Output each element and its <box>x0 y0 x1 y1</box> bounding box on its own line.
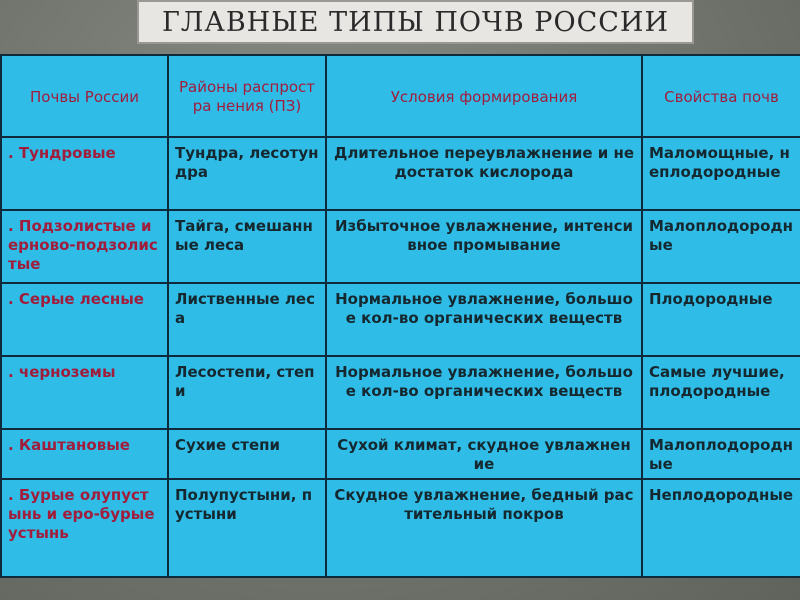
soil-region: Сухие степи <box>168 429 326 479</box>
soil-region: Лесостепи, степи <box>168 356 326 429</box>
header-properties: Свойства почв <box>642 55 800 137</box>
soil-region: Тайга, смешанные леса <box>168 210 326 283</box>
table-header-row <box>1 55 800 137</box>
soil-properties: Плодородные <box>642 283 800 356</box>
soil-name: . Бурые олупустынь и еро-бурые устынь <box>1 479 168 577</box>
soil-properties: Самые лучшие, плодородные <box>642 356 800 429</box>
soil-conditions: Длительное переувлажнение и недостаток кислорода <box>326 137 642 210</box>
soil-name: . Серые лесные <box>1 283 168 356</box>
soil-name: . Подзолистые и ерново-подзолистые <box>1 210 168 283</box>
soil-conditions: Нормальное увлажнение, большое кол-во органических веществ <box>326 283 642 356</box>
table-row <box>1 479 800 577</box>
soil-region: Тундра, лесотундра <box>168 137 326 210</box>
soil-conditions: Нормальное увлажнение, большое кол-во органических веществ <box>326 356 642 429</box>
soil-properties: Малоплодородные <box>642 210 800 283</box>
soil-name: . Каштановые <box>1 429 168 479</box>
header-conditions: Условия формирования <box>326 55 642 137</box>
table-row <box>1 283 800 356</box>
soil-region: Полупустыни, пустыни <box>168 479 326 577</box>
soil-properties: Малоплодородные <box>642 429 800 479</box>
soil-name: . Тундровые <box>1 137 168 210</box>
header-regions: Районы распростра нения (ПЗ) <box>168 55 326 137</box>
soil-conditions: Избыточное увлажнение, интенсивное промывание <box>326 210 642 283</box>
title-banner <box>137 0 694 44</box>
table-row <box>1 137 800 210</box>
header-soils: Почвы России <box>1 55 168 137</box>
page-title: ГЛАВНЫЕ ТИПЫ ПОЧВ РОССИИ <box>161 6 670 38</box>
soil-properties: Неплодородные <box>642 479 800 577</box>
soil-region: Лиственные леса <box>168 283 326 356</box>
table-row <box>1 429 800 479</box>
table-row <box>1 356 800 429</box>
soil-name: . черноземы <box>1 356 168 429</box>
soil-conditions: Скудное увлажнение, бедный растительный покров <box>326 479 642 577</box>
soil-properties: Маломощные, неплодородные <box>642 137 800 210</box>
soil-types-table <box>0 54 800 578</box>
table-row <box>1 210 800 283</box>
soil-conditions: Сухой климат, скудное увлажнение <box>326 429 642 479</box>
